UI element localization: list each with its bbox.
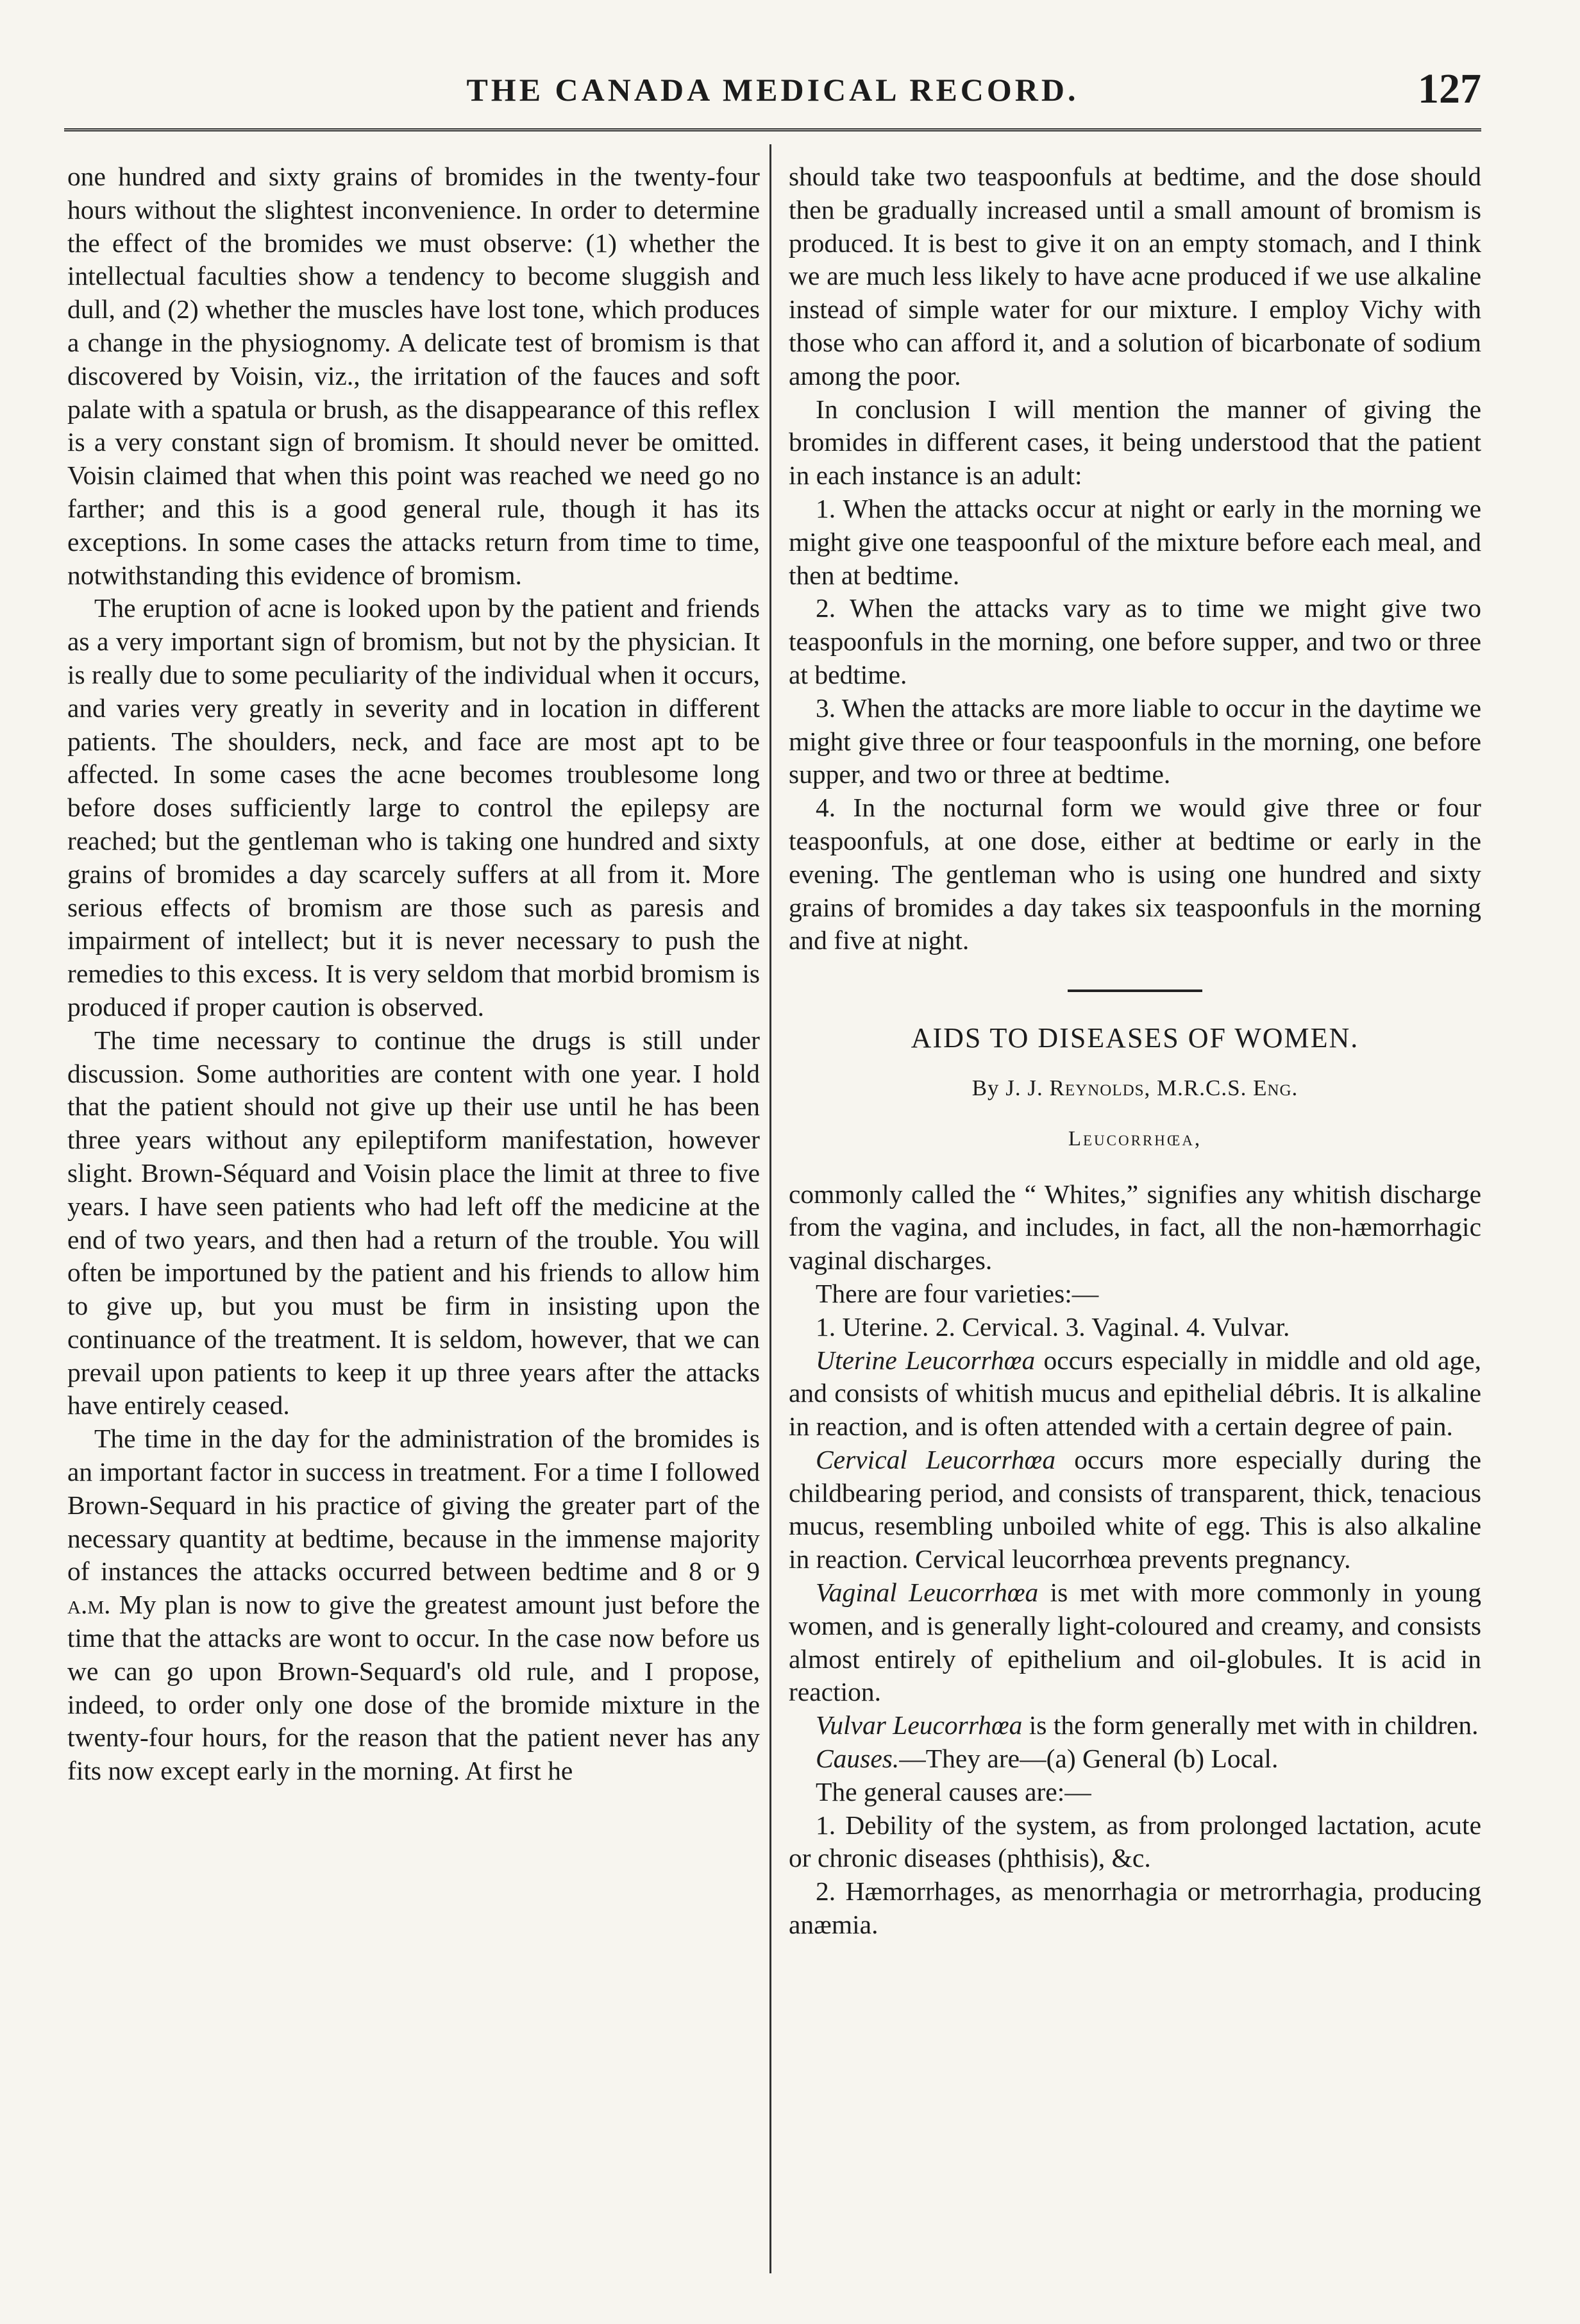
paragraph bbox=[789, 1576, 1481, 1709]
term: Vulvar Leucorrhœa bbox=[816, 1710, 1023, 1740]
page-number: 127 bbox=[1418, 65, 1481, 112]
paragraph-text: is met with more commonly in young women, and is generally light-coloured and creamy, and consists almost entirely of epithelium and oil-globules. It is acid in reaction. bbox=[789, 1578, 1481, 1707]
paragraph: The general causes are:— bbox=[816, 1776, 1091, 1806]
paragraph: The time necessary to continue the drugs is still under discussion. Some authorities are content with one year. I hold that the patient should not give up their use until he has been three years without any epileptiform manifestation, however slight. Brown-Séquard and Voisin place the limit at three to five years. I have seen patients who had left off the medicine at the end of two years, and then had a return of the trouble. You will often be importuned by the patient and his friends to allow him to give up, but you must be firm in insisting upon the continuance of the treatment. It is seldom, however, that we can prevail upon patients to keep it up three years after the attacks have entirely ceased. bbox=[67, 1025, 760, 1420]
column-divider bbox=[769, 144, 771, 2273]
list-item: 1. When the attacks occur at night or early in the morning we might give one teaspoonful of the mixture before each meal, and then at bedtime. bbox=[789, 493, 1481, 590]
list-item: 2. When the attacks vary as to time we might give two teaspoonfuls in the morning, one before supper, and two or three at bedtime. bbox=[789, 593, 1481, 689]
section-subheading: Leucorrhœa, bbox=[1068, 1127, 1202, 1150]
list-item: 3. When the attacks are more liable to occur in the daytime we might give three or four teaspoonfuls in the morning, one before supper, and two or three at bedtime. bbox=[789, 693, 1481, 789]
term: Uterine Leucorrhœa bbox=[816, 1345, 1036, 1375]
paragraph: 1. Debility of the system, as from prolonged lactation, acute or chronic diseases (phthisis), &c. bbox=[789, 1810, 1481, 1873]
paragraph: The eruption of acne is looked upon by the patient and friends as a very important sign of bromism, but not by the physician. It is really due to some peculiarity of the individual when it occurs, and varies very greatly in severity and in location in different patients. The shoulders, neck, and face are most apt to be affected. In some cases the acne becomes troublesome long before doses sufficiently large to control the epilepsy are reached; but the gentleman who is taking one hundred and sixty grains of bromides a day scarcely suffers at all from it. More serious effects of bromism are those such as paresis and impairment of intellect; but it is never necessary to push the remedies to this excess. It is very seldom that morbid bromism is produced if proper caution is observed. bbox=[67, 593, 760, 1022]
paragraph-text: —They are—(a) General (b) Local. bbox=[899, 1744, 1279, 1774]
paragraph-text: The time in the day for the administration of the bromides is an important factor in success in treatment. For a time I followed Brown-Sequard in his practice of giving the greater part of the necessary quantity at bedtime, because in the immense majority of instances the attacks occurred between bedtime and 8 or 9 bbox=[67, 1424, 760, 1587]
paragraph: There are four varieties:— bbox=[816, 1278, 1099, 1308]
paragraph bbox=[789, 1742, 1481, 1776]
paragraph: In conclusion I will mention the manner of giving the bromides in different cases, it being understood that the patient in each instance is an adult: bbox=[789, 394, 1481, 491]
term: Vaginal Leucorrhœa bbox=[816, 1578, 1039, 1608]
paragraph: one hundred and sixty grains of bromides in the twenty-four hours without the slightest inconvenience. In order to determine the effect of the bromides we must observe: (1) whether the intellectual faculties show a tendency to become sluggish and dull, and (2) whether the muscles have lost tone, which produces a change in the physiognomy. A delicate test of bromism is that discovered by Voisin, viz., the irritation of the fauces and soft palate with a spatula or brush, as the disappearance of this reflex is a very constant sign of bromism. It should never be omitted. Voisin claimed that when this point was reached we need go no farther; and this is a good general rule, though it has its exceptions. In some cases the attacks return from time to time, notwithstanding this evidence of bromism. bbox=[67, 162, 760, 590]
paragraph bbox=[789, 1444, 1481, 1576]
page-header bbox=[64, 67, 1481, 119]
left-column bbox=[67, 160, 760, 2277]
byline bbox=[789, 1072, 1481, 1105]
paragraph-text: is the form generally met with in children. bbox=[1022, 1710, 1479, 1740]
paragraph-text: My plan is now to give the greatest amount just before the time that the attacks are wont to occur. In the case now before us we can go upon Brown-Sequard's old rule, and I propose, indeed, to order only one dose of the bromide mixture in the twenty-four hours, for the reason that the patient never has any fits now except early in the morning. At first he bbox=[67, 1590, 760, 1786]
paragraph: commonly called the “ Whites,” signifies any whitish discharge from the vagina, and includes, in fact, all the non-hæmorrhagic vaginal discharges. bbox=[789, 1179, 1481, 1276]
paragraph-text: occurs more especially during the childbearing period, and consists of transparent, thick, tenacious mucus, resembling unboiled white of egg. This is also alkaline in reaction. Cervical leucorrhœa prevents pregnancy. bbox=[789, 1444, 1481, 1574]
running-title: THE CANADA MEDICAL RECORD. bbox=[466, 72, 1079, 108]
paragraph bbox=[67, 1422, 760, 1788]
header-rule bbox=[64, 128, 1481, 131]
paragraph-text: occurs especially in middle and old age, and consists of whitish mucus and epithelial débris. It is alkaline in reaction, and is often attended with a certain degree of pain. bbox=[789, 1345, 1481, 1442]
author-name: J. J. Reynolds, M.R.C.S. Eng. bbox=[1005, 1075, 1298, 1100]
paragraph: 1. Uterine. 2. Cervical. 3. Vaginal. 4. Vulvar. bbox=[816, 1311, 1290, 1342]
term: Causes. bbox=[816, 1744, 900, 1774]
paragraph bbox=[789, 1344, 1481, 1444]
article-title: AIDS TO DISEASES OF WOMEN. bbox=[911, 1022, 1359, 1054]
paragraph bbox=[789, 1709, 1481, 1742]
section-divider bbox=[1068, 989, 1202, 992]
byline-by: By bbox=[971, 1075, 1006, 1100]
list-item: 4. In the nocturnal form we would give three or four teaspoonfuls, at one dose, either at bedtime or early in the evening. The gentleman who is using one hundred and sixty grains of bromides a day takes six teaspoonfuls in the morning and five at night. bbox=[789, 793, 1481, 956]
paragraph: 2. Hæmorrhages, as menorrhagia or metrorrhagia, producing anæmia. bbox=[789, 1876, 1481, 1940]
time-abbreviation: a.m. bbox=[67, 1590, 111, 1620]
paragraph: should take two teaspoonfuls at bedtime, and the dose should then be gradually increased until a small amount of bromism is produced. It is best to give it on an empty stomach, and I think we are much less likely to have acne produced if we use alkaline instead of simple water for our mixture. I employ Vichy with those who can afford it, and a solution of bicarbonate of sodium among the poor. bbox=[789, 162, 1481, 391]
right-column bbox=[789, 160, 1481, 2277]
term: Cervical Leucorrhœa bbox=[816, 1444, 1056, 1474]
